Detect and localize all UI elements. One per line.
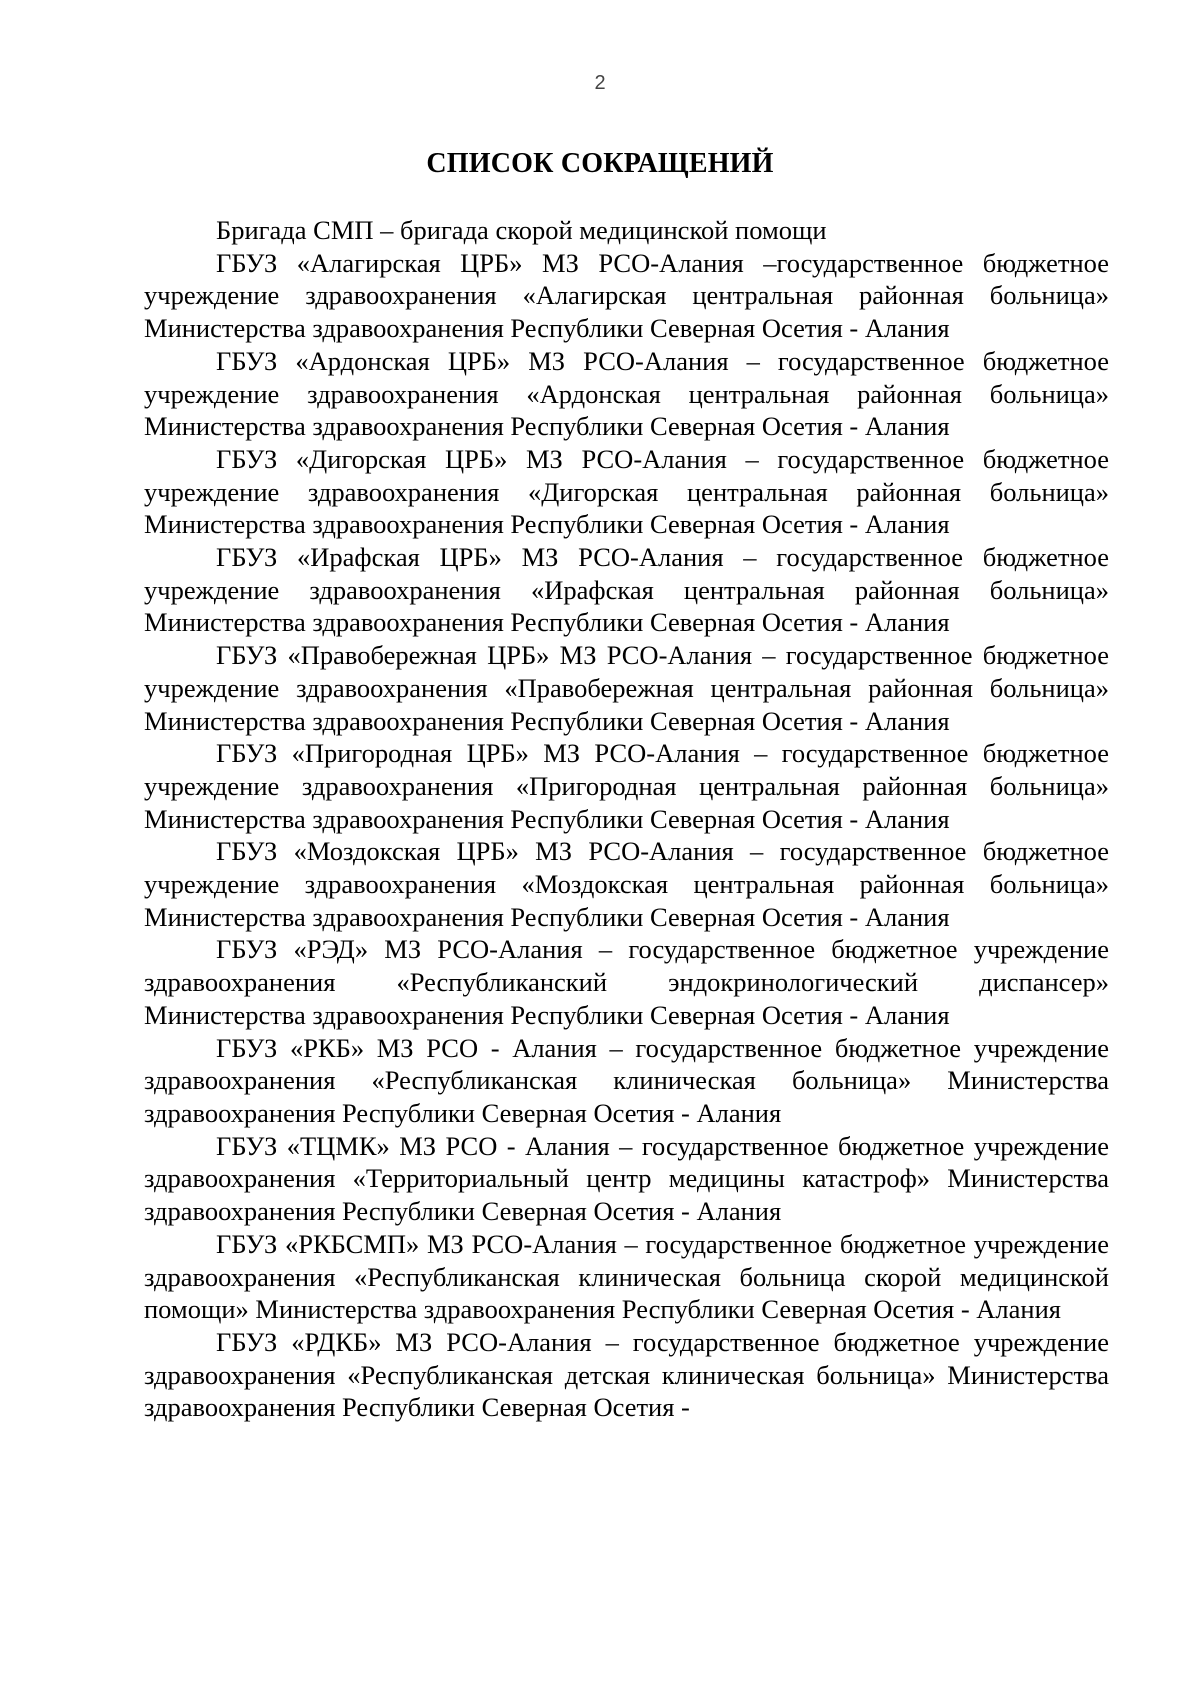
abbreviation-entry: ГБУЗ «Ирафская ЦРБ» МЗ РСО-Алания – государственное бюджетное учреждение здравоохранения «Ирафская центральная районная больница» Министерства здравоохранения Республики Северная Осетия - Алания — [144, 542, 1109, 638]
abbreviation-entry: ГБУЗ «Алагирская ЦРБ» МЗ РСО-Алания –государственное бюджетное учреждение здравоохранения «Алагирская центральная районная больница» Министерства здравоохранения Республики Северная Осетия - Алания — [144, 247, 1109, 344]
abbreviation-entry: ГБУЗ «ТЦМК» МЗ РСО - Алания – государственное бюджетное учреждение здравоохранения «Территориальный центр медицины катастроф» Министерства здравоохранения Республики Северная Осетия - Алания — [144, 1130, 1109, 1227]
abbreviation-entry: ГБУЗ «Ардонская ЦРБ» МЗ РСО-Алания – государственное бюджетное учреждение здравоохранения «Ардонская центральная районная больница» Министерства здравоохранения Республики Северная Осетия - Алания — [144, 345, 1109, 442]
page-number: 2 — [594, 72, 606, 94]
abbreviation-entry: ГБУЗ «Правобережная ЦРБ» МЗ РСО-Алания – государственное бюджетное учреждение здравоохранения «Правобережная центральная районная больница» Министерства здравоохранения Республики Северная Осетия - Алания — [144, 640, 1109, 736]
abbreviation-entry: ГБУЗ «РКБСМП» МЗ РСО-Алания – государственное бюджетное учреждение здравоохранения «Республиканская клиническая больница скорой медицинской помощи» Министерства здравоохранения Республики Северная Осетия - Алания — [144, 1228, 1109, 1325]
abbreviation-entry: ГБУЗ «РЭД» МЗ РСО-Алания – государственное бюджетное учреждение здравоохранения «Республиканский эндокринологический диспансер» Министерства здравоохранения Республики Северная Осетия - Алания — [144, 934, 1109, 1030]
abbreviation-entry: ГБУЗ «РКБ» МЗ РСО - Алания – государственное бюджетное учреждение здравоохранения «Республиканская клиническая больница» Министерства здравоохранения Республики Северная Осетия - Алания — [144, 1032, 1109, 1128]
abbreviation-entry: ГБУЗ «Моздокская ЦРБ» МЗ РСО-Алания – государственное бюджетное учреждение здравоохранения «Моздокская центральная районная больница» Министерства здравоохранения Республики Северная Осетия - Алания — [144, 836, 1109, 932]
abbreviation-entry: Бригада СМП – бригада скорой медицинской помощи — [216, 215, 827, 245]
abbreviation-entry: ГБУЗ «Дигорская ЦРБ» МЗ РСО-Алания – государственное бюджетное учреждение здравоохранения «Дигорская центральная районная больница» Министерства здравоохранения Республики Северная Осетия - Алания — [144, 443, 1109, 540]
page-title: СПИСОК СОКРАЩЕНИЙ — [426, 148, 774, 179]
abbreviation-entry: ГБУЗ «РДКБ» МЗ РСО-Алания – государственное бюджетное учреждение здравоохранения «Республиканская детская клиническая больница» Министерства здравоохранения Республики Северная Осетия - — [144, 1326, 1109, 1423]
abbreviation-entry: ГБУЗ «Пригородная ЦРБ» МЗ РСО-Алания – государственное бюджетное учреждение здравоохранения «Пригородная центральная районная больница» Министерства здравоохранения Республики Северная Осетия - Алания — [144, 738, 1109, 834]
abbreviation-list — [144, 214, 1109, 1424]
